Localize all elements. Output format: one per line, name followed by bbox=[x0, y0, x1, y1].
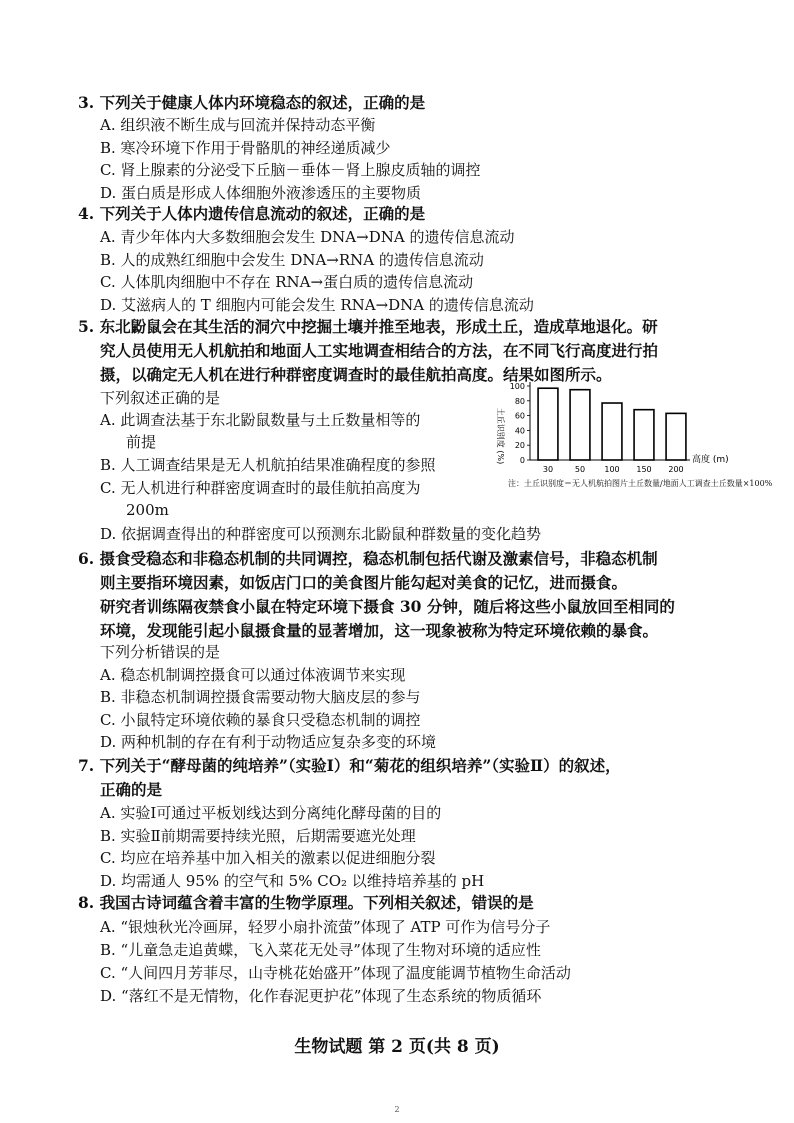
question-6-option-b: B. 非稳态机制调控摄食需要动物大脑皮层的参与 bbox=[100, 688, 421, 706]
chart-bars bbox=[538, 388, 686, 460]
chart-bar bbox=[602, 403, 622, 460]
chart-ytick-label: 20 bbox=[514, 441, 525, 451]
chart-xtick-label: 200 bbox=[668, 465, 684, 474]
chart-ytick-label: 0 bbox=[519, 456, 525, 465]
question-6-stem-line-5: 下列分析错误的是 bbox=[100, 643, 221, 661]
chart-note: 注：土丘识别度＝无人机航拍图片土丘数量/地面人工调查土丘数量×100% bbox=[508, 479, 773, 488]
question-4-option-b: B. 人的成熟红细胞中会发生 DNA→RNA 的遗传信息流动 bbox=[100, 251, 484, 269]
page-number: 2 bbox=[394, 1105, 400, 1114]
chart-xticks bbox=[543, 465, 684, 474]
chart-yticks bbox=[510, 382, 530, 465]
question-8-option-c: C. “人间四月芳菲尽，山寺桃花始盛开”体现了温度能调节植物生命活动 bbox=[100, 964, 571, 982]
question-3-option-d: D. 蛋白质是形成人体细胞外液渗透压的主要物质 bbox=[100, 184, 422, 202]
chart-xtick-label: 50 bbox=[574, 465, 586, 474]
question-3-option-b: B. 寒冷环境下作用于骨骼肌的神经递质减少 bbox=[100, 139, 391, 157]
question-3-stem: 3. 下列关于健康人体内环境稳态的叙述，正确的是 bbox=[78, 93, 426, 112]
chart-ytick-label: 60 bbox=[514, 411, 525, 421]
question-3-option-a: A. 组织液不断生成与回流并保持动态平衡 bbox=[100, 116, 376, 134]
question-7-option-b: B. 实验Ⅱ前期需要持续光照，后期需要遮光处理 bbox=[100, 827, 416, 845]
chart-ytick-label: 80 bbox=[514, 396, 525, 406]
chart-xtick-label: 100 bbox=[604, 465, 620, 474]
question-5-option-a-cont: 前提 bbox=[126, 433, 157, 451]
chart-xtick-label: 30 bbox=[542, 465, 554, 474]
question-5-option-c-cont: 200m bbox=[126, 501, 169, 519]
question-5-option-a: A. 此调查法基于东北鼢鼠数量与土丘数量相等的 bbox=[100, 411, 421, 429]
question-5-stem-line-1: 5. 东北鼢鼠会在其生活的洞穴中挖掘土壤并推至地表，形成土丘，造成草地退化。研 bbox=[78, 317, 658, 336]
question-7-stem-line-1: 7. 下列关于“酵母菌的纯培养”（实验Ⅰ）和“菊花的组织培养”（实验Ⅱ）的叙述， bbox=[78, 756, 621, 775]
question-4-option-a: A. 青少年体内大多数细胞会发生 DNA→DNA 的遗传信息流动 bbox=[100, 228, 515, 246]
chart-ytick-label: 40 bbox=[514, 426, 525, 436]
question-7-option-a: A. 实验Ⅰ可通过平板划线达到分离纯化酵母菌的目的 bbox=[100, 804, 442, 822]
question-7-stem-line-2: 正确的是 bbox=[100, 780, 163, 799]
question-5-option-c: C. 无人机进行种群密度调查时的最佳航拍高度为 bbox=[100, 479, 421, 497]
chart-ytick-label: 100 bbox=[509, 382, 525, 391]
question-6-stem-line-3: 研究者训练隔夜禁食小鼠在特定环境下摄食 30 分钟，随后将这些小鼠放回至相同的 bbox=[100, 597, 675, 616]
question-4-stem: 4. 下列关于人体内遗传信息流动的叙述，正确的是 bbox=[78, 204, 426, 223]
question-5-stem-line-4: 下列叙述正确的是 bbox=[100, 389, 221, 407]
question-5-option-d: D. 依据调查得出的种群密度可以预测东北鼢鼠种群数量的变化趋势 bbox=[100, 525, 542, 543]
chart-bar bbox=[666, 413, 686, 460]
question-6-option-d: D. 两种机制的存在有利于动物适应复杂多变的环境 bbox=[100, 733, 437, 751]
chart-ylabel: 土丘识别度 (%) bbox=[496, 407, 505, 465]
question-6-option-c: C. 小鼠特定环境依赖的暴食只受稳态机制的调控 bbox=[100, 711, 421, 729]
question-7-option-d: D. 均需通人 95% 的空气和 5% CO₂ 以维持培养基的 pH bbox=[100, 872, 485, 890]
chart-xtick-label: 150 bbox=[636, 465, 652, 474]
question-8-option-d: D. “落红不是无情物，化作春泥更护花”体现了生态系统的物质循环 bbox=[100, 987, 542, 1005]
question-6-stem-line-4: 环境，发现能引起小鼠摄食量的显著增加，这一现象被称为特定环境依赖的暴食。 bbox=[100, 621, 659, 640]
chart-bar bbox=[570, 390, 590, 460]
question-8-stem: 8. 我国古诗词蕴含着丰富的生物学原理。下列相关叙述，错误的是 bbox=[78, 893, 534, 912]
chart-xlabel: 高度 (m) bbox=[692, 455, 729, 465]
question-3-option-c: C. 肾上腺素的分泌受下丘脑－垂体－肾上腺皮质轴的调控 bbox=[100, 161, 481, 179]
question-7-option-c: C. 均应在培养基中加入相关的激素以促进细胞分裂 bbox=[100, 849, 436, 867]
page-footer: 生物试题 第 2 页(共 8 页) bbox=[294, 1037, 500, 1057]
question-5-stem-line-3: 摄，以确定无人机在进行种群密度调查时的最佳航拍高度。结果如图所示。 bbox=[100, 365, 612, 384]
question-8-option-b: B. “儿童急走追黄蝶，飞入菜花无处寻”体现了生物对环境的适应性 bbox=[100, 941, 541, 959]
question-8-option-a: A. “银烛秋光冷画屏，轻罗小扇扑流萤”体现了 ATP 可作为信号分子 bbox=[100, 918, 551, 936]
question-5-option-b: B. 人工调查结果是无人机航拍结果准确程度的参照 bbox=[100, 456, 436, 474]
question-5-stem-line-2: 究人员使用无人机航拍和地面人工实地调查相结合的方法，在不同飞行高度进行拍 bbox=[100, 341, 659, 360]
chart-bar bbox=[538, 388, 558, 460]
question-6-stem-line-2: 则主要指环境因素，如饭店门口的美食图片能勾起对美食的记忆，进而摄食。 bbox=[100, 573, 628, 592]
chart-bar bbox=[634, 410, 654, 460]
question-4-option-c: C. 人体肌肉细胞中不存在 RNA→蛋白质的遗传信息流动 bbox=[100, 273, 474, 291]
question-4-option-d: D. 艾滋病人的 T 细胞内可能会发生 RNA→DNA 的遗传信息流动 bbox=[100, 296, 534, 314]
question-6-stem-line-1: 6. 摄食受稳态和非稳态机制的共同调控，稳态机制包括代谢及激素信号，非稳态机制 bbox=[78, 549, 658, 568]
question-6-option-a: A. 稳态机制调控摄食可以通过体液调节来实现 bbox=[100, 666, 406, 684]
